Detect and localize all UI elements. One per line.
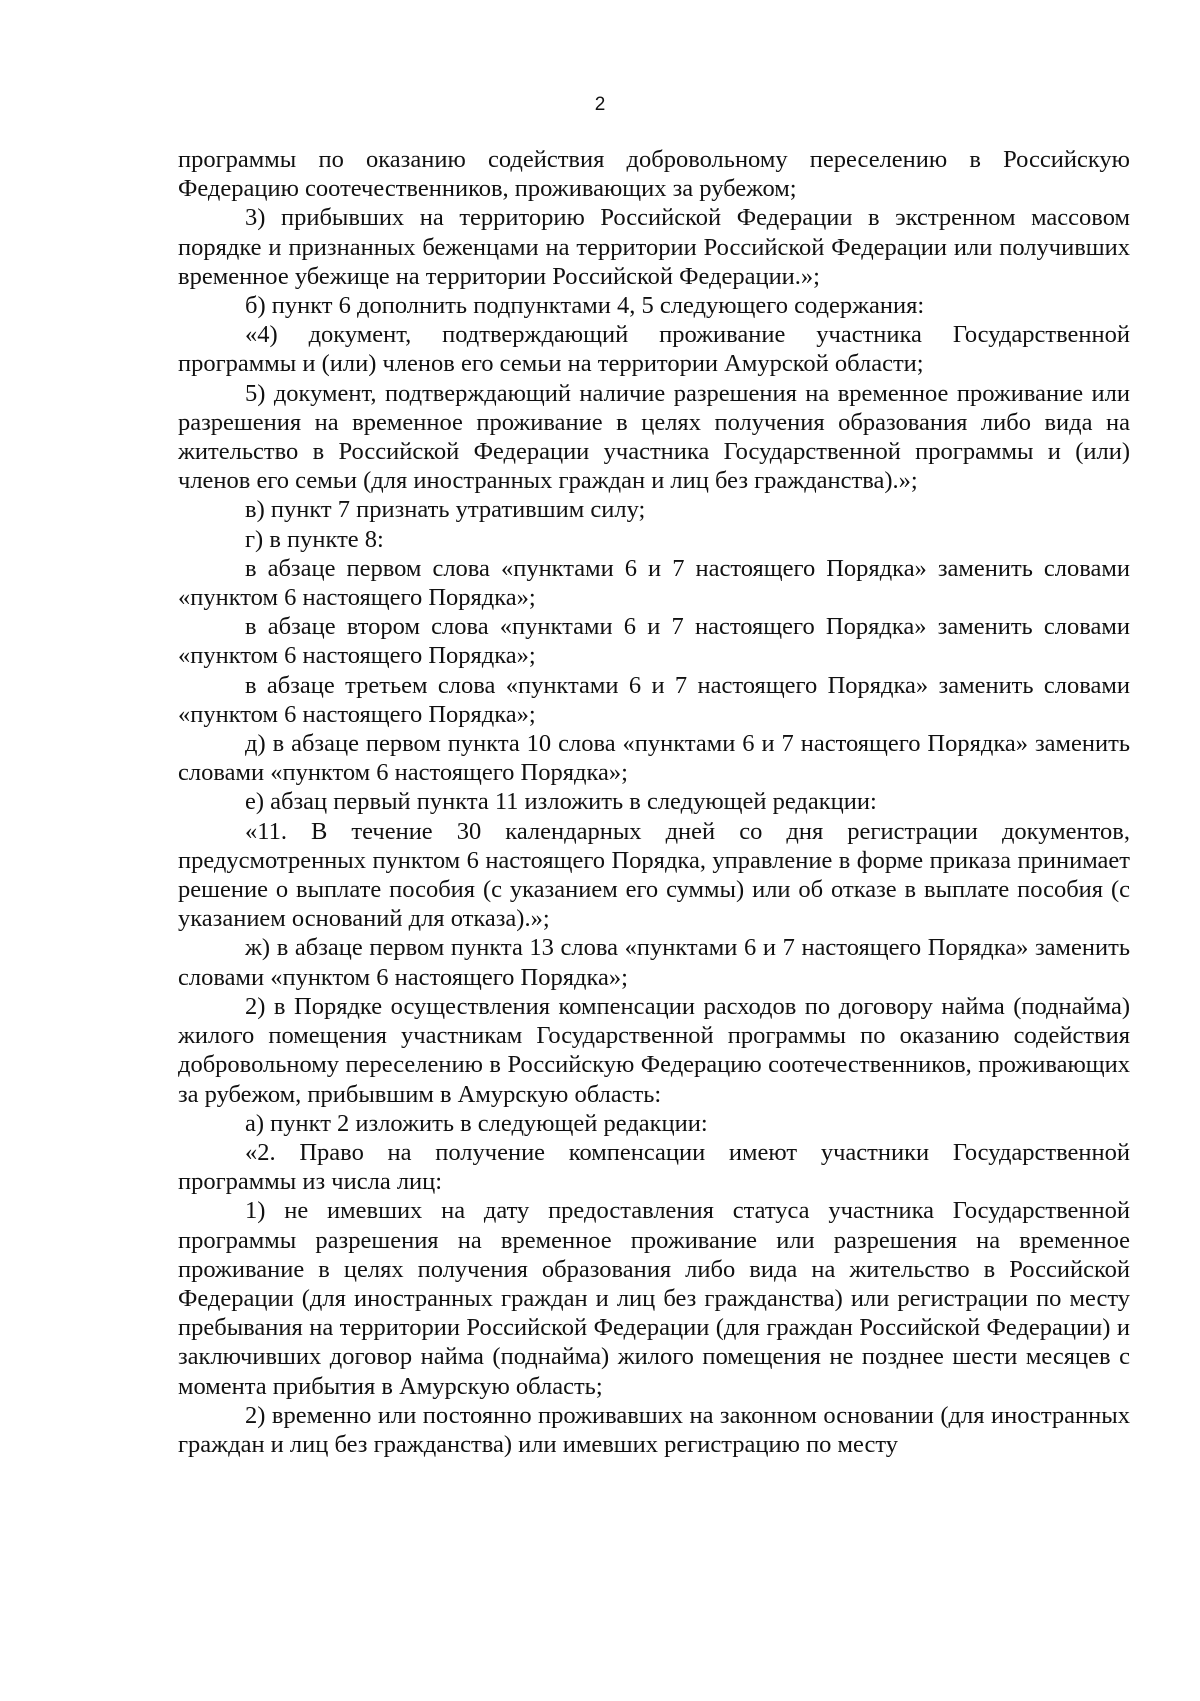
paragraph: 2) в Порядке осуществления компенсации расходов по договору найма (поднайма) жилого помещения участникам Государственной программы по оказанию содействия добровольному переселению в Российскую Федерацию соотечественников, проживающих за рубежом, прибывшим в Амурскую область: bbox=[178, 992, 1130, 1108]
paragraph: 5) документ, подтверждающий наличие разрешения на временное проживание или разрешения на временное проживание в целях получения образования либо вида на жительство в Российской Федерации участника Государственной программы и (или) членов его семьи (для иностранных граждан и лиц без гражданства).»; bbox=[178, 379, 1130, 495]
paragraph: а) пункт 2 изложить в следующей редакции: bbox=[245, 1109, 708, 1137]
paragraph: д) в абзаце первом пункта 10 слова «пунктами 6 и 7 настоящего Порядка» заменить словами «пунктом 6 настоящего Порядка»; bbox=[178, 730, 1130, 787]
paragraph: в абзаце третьем слова «пунктами 6 и 7 настоящего Порядка» заменить словами «пунктом 6 настоящего Порядка»; bbox=[178, 671, 1130, 728]
paragraph: «11. В течение 30 календарных дней со дня регистрации документов, предусмотренных пунктом 6 настоящего Порядка, управление в форме приказа принимает решение о выплате пособия (с указанием его суммы) или об отказе в выплате пособия (с указанием оснований для отказа).»; bbox=[178, 817, 1130, 933]
paragraph: «4) документ, подтверждающий проживание участника Государственной программы и (или) членов его семьи на территории Амурской области; bbox=[178, 321, 1130, 378]
document-body bbox=[178, 145, 1130, 1459]
paragraph: ж) в абзаце первом пункта 13 слова «пунктами 6 и 7 настоящего Порядка» заменить словами «пунктом 6 настоящего Порядка»; bbox=[178, 934, 1130, 991]
paragraph: б) пункт 6 дополнить подпунктами 4, 5 следующего содержания: bbox=[245, 292, 925, 320]
paragraph: в абзаце втором слова «пунктами 6 и 7 настоящего Порядка» заменить словами «пунктом 6 настоящего Порядка»; bbox=[178, 613, 1130, 670]
paragraph: в абзаце первом слова «пунктами 6 и 7 настоящего Порядка» заменить словами «пунктом 6 настоящего Порядка»; bbox=[178, 554, 1130, 612]
paragraph: программы по оказанию содействия добровольному переселению в Российскую Федерацию соотечественников, проживающих за рубежом; bbox=[178, 146, 1130, 203]
paragraph: в) пункт 7 признать утратившим силу; bbox=[245, 496, 646, 524]
paragraph: 3) прибывших на территорию Российской Федерации в экстренном массовом порядке и признанных беженцами на территории Российской Федерации или получивших временное убежище на территории Российской Федерации.»; bbox=[178, 204, 1130, 290]
paragraph: «2. Право на получение компенсации имеют участники Государственной программы из числа лиц: bbox=[178, 1138, 1130, 1196]
paragraph: е) абзац первый пункта 11 изложить в следующей редакции: bbox=[245, 788, 877, 816]
paragraph: 2) временно или постоянно проживавших на законном основании (для иностранных граждан и лиц без гражданства) или имевших регистрацию по месту bbox=[178, 1401, 1130, 1458]
page-number: 2 bbox=[594, 94, 606, 115]
paragraph: 1) не имевших на дату предоставления статуса участника Государственной программы разрешения на временное проживание или разрешения на временное проживание в целях получения образования либо вида на жительство в Российской Федерации (для иностранных граждан и лиц без гражданства) или регистрации по месту пребывания на территории Российской Федерации (для граждан Российской Федерации) и заключивших договор найма (поднайма) жилого помещения не позднее шести месяцев с момента прибытия в Амурскую область; bbox=[178, 1197, 1130, 1400]
paragraph: г) в пункте 8: bbox=[245, 525, 384, 553]
